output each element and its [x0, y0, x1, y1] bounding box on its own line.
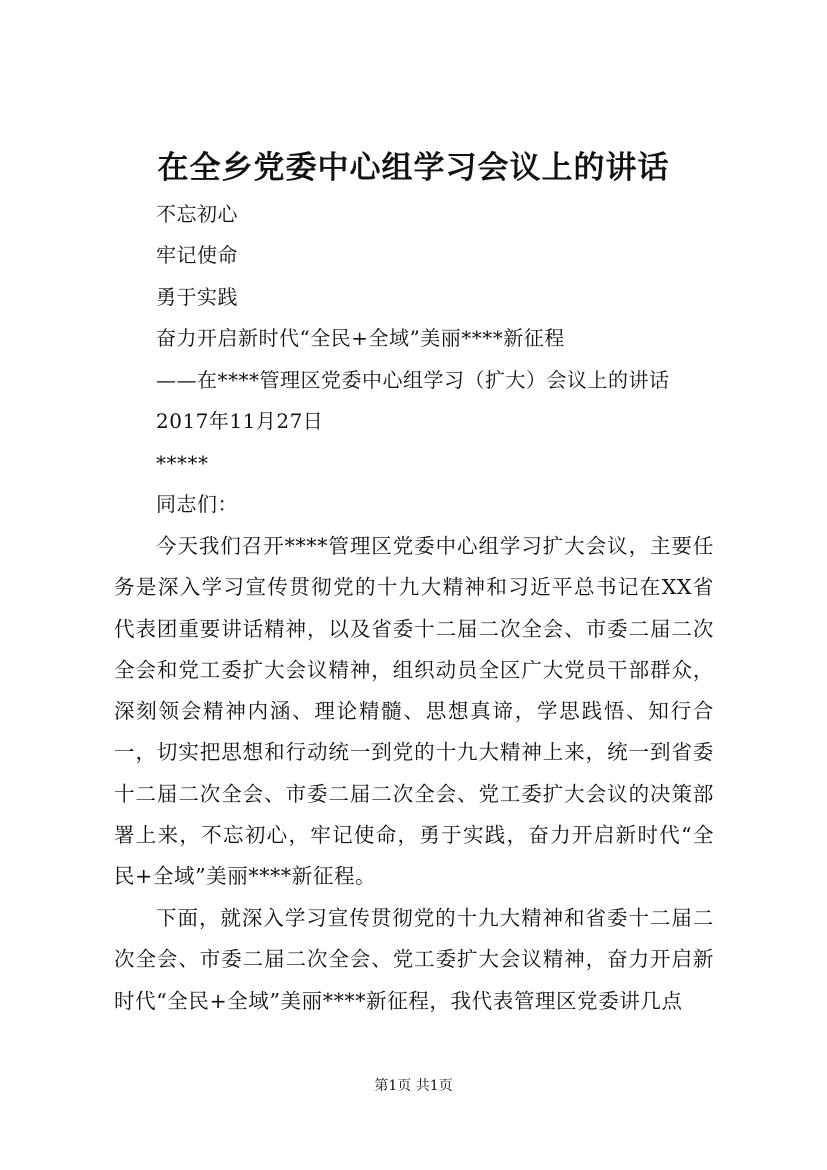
paragraph-1: 今天我们召开****管理区党委中心组学习扩大会议，主要任务是深入学习宣传贯彻党的十九大精神和习近平总书记在XX省代表团重要讲话精神，以及省委十二届二次全会、市委二届二次全会和党工委扩大会议精神，组织动员全区广大党员干部群众，深刻领会精神内涵、理论精髓、思想真谛，学思践悟、知行合一，切实把思想和行动统一到党的十九大精神上来，统一到省委十二届二次全会、市委二届二次全会、党工委扩大会议的决策部署上来，不忘初心，牢记使命，勇于实践，奋力开启新时代“全民+全域”美丽****新征程。 [114, 534, 714, 889]
speech-occasion-line: ——在****管理区党委中心组学习（扩大）会议上的讲话 [156, 368, 670, 392]
document-title: 在全乡党委中心组学习会议上的讲话 [157, 150, 670, 186]
salutation: 同志们： [156, 492, 238, 516]
subtitle-line-1: 不忘初心 [156, 202, 238, 226]
subtitle-line-3: 勇于实践 [156, 285, 238, 309]
paragraph-2: 下面，就深入学习宣传贯彻党的十九大精神和省委十二届二次全会、市委二届二次全会、党工委扩大会议精神，奋力开启新时代“全民+全域”美丽****新征程，我代表管理区党委讲几点 [114, 906, 714, 1013]
page-footer: 第1页 共1页 [374, 1078, 453, 1094]
subtitle-line-4: 奋力开启新时代“全民+全域”美丽****新征程 [156, 326, 565, 350]
speech-date: 2017年11月27日 [156, 409, 324, 433]
subtitle-line-2: 牢记使命 [156, 243, 238, 267]
speaker-name: ***** [156, 451, 209, 475]
